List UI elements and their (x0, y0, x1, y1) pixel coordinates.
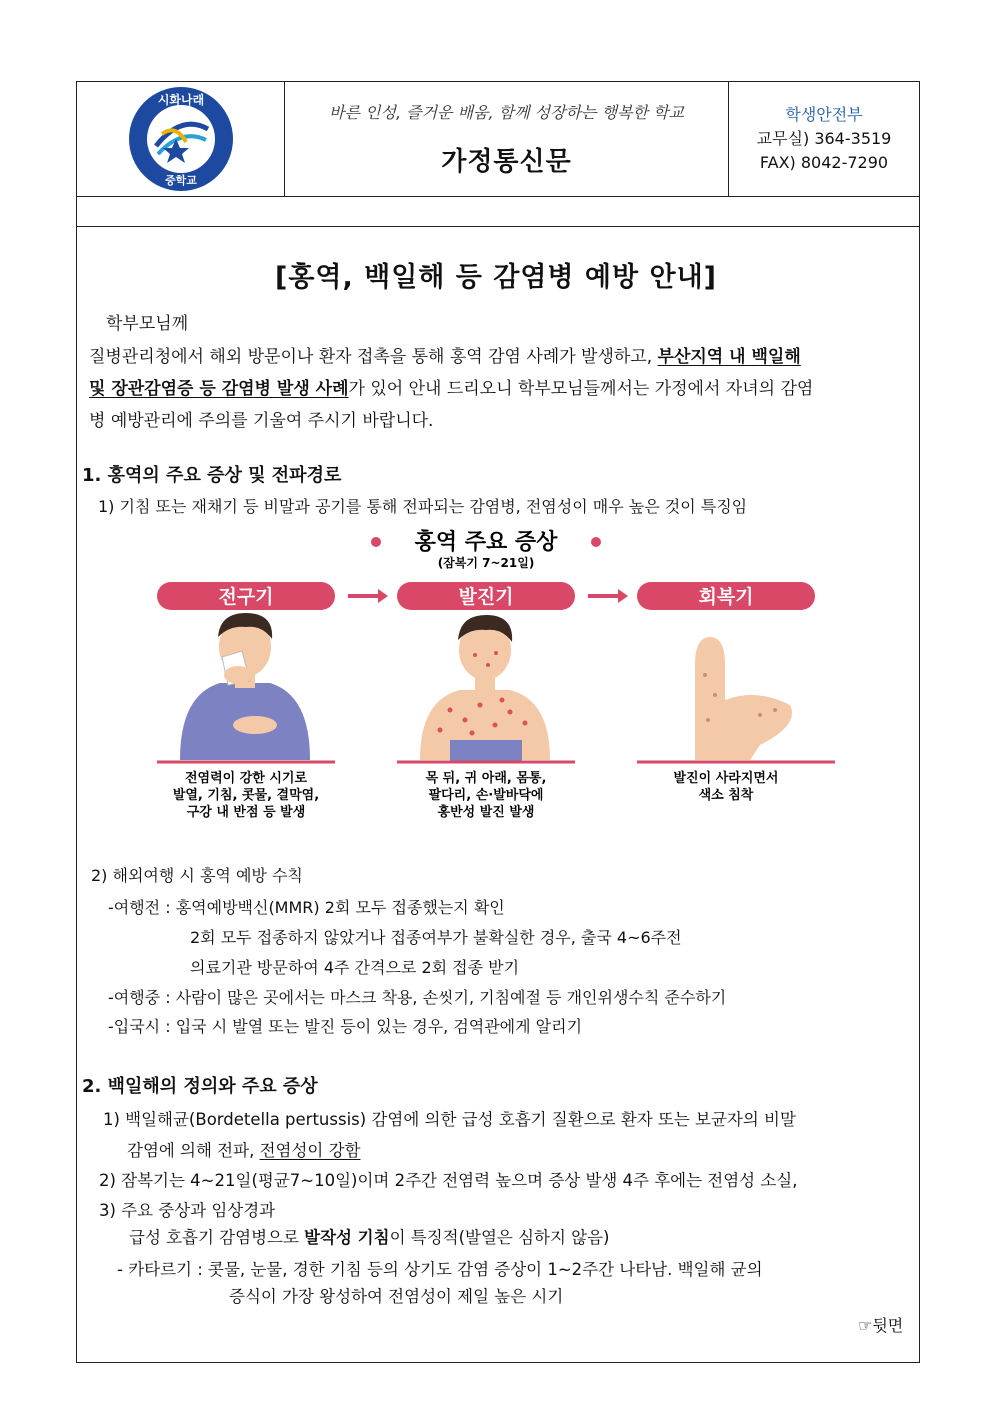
prodrome-illustration (180, 613, 310, 760)
logo-text-bottom: 중학교 (164, 174, 197, 187)
before-travel-3: 의료기관 방문하여 4주 간격으로 2회 접종 받기 (190, 958, 520, 977)
on-entry: -입국시 : 입국 시 발열 또는 발진 등이 있는 경우, 검역관에게 알리기 (108, 1017, 583, 1036)
school-logo (126, 84, 236, 194)
section1-item1: 1) 기침 또는 재채기 등 비말과 공기를 통해 전파되는 감염병, 전염성이 매우 높은 것이 특징임 (98, 497, 748, 516)
intro-line-2: 및 장관감염증 등 감염병 발생 사례가 있어 안내 드리오니 학부모님들께서는 가정에서 자녀의 감염 (89, 379, 814, 399)
stage-label-1: 전구기 (218, 586, 274, 608)
infographic-title: 홍역 주요 증상 (414, 530, 558, 555)
catarrhal-stage-2: 증식이 가장 왕성하여 전염성이 제일 높은 시기 (229, 1287, 564, 1306)
section2-item3: 3) 주요 중상과 임상경과 (99, 1201, 276, 1220)
during-travel: -여행중 : 사람이 많은 곳에서는 마스크 착용, 손씻기, 기침예절 등 개인위생수칙 준수하기 (108, 988, 727, 1007)
greeting: 학부모님께 (106, 314, 189, 334)
before-travel-1: -여행전 : 홍역예방백신(MMR) 2회 모두 접종했는지 확인 (108, 898, 505, 917)
section1-heading: 1. 홍역의 주요 증상 및 전파경로 (82, 465, 342, 486)
contact-cell (729, 82, 919, 196)
rash-illustration (420, 615, 550, 762)
section2-item1a: 1) 백일해균(Bordetella pertussis) 감염에 의한 급성 호흡기 질환으로 환자 또는 보균자의 비말 (103, 1110, 796, 1129)
arrow-icon (348, 589, 388, 603)
stage1-caption-1: 전염력이 강한 시기로 (184, 771, 308, 786)
stage1-caption-2: 발열, 기침, 콧물, 결막염, (172, 788, 320, 803)
intro-line-1: 질병관리청에서 해외 방문이나 환자 접촉을 통해 홍역 감염 사례가 발생하고, 부산지역 내 백일해 (89, 347, 801, 367)
stage2-caption-3: 홍반성 발진 발생 (437, 805, 535, 820)
before-travel-2: 2회 모두 접종하지 않았거나 접종여부가 불확실한 경우, 출국 4~6주전 (190, 928, 682, 947)
stage-label-3: 회복기 (698, 586, 754, 608)
notice-title: [홍역, 백일해 등 감염병 예방 안내] (274, 262, 717, 293)
school-motto: 바른 인성, 즐거운 배움, 함께 성장하는 행복한 학교 (329, 103, 684, 122)
section2-item1b: 감염에 의해 전파, 전염성이 강함 (127, 1141, 361, 1160)
arrow-icon (588, 589, 628, 603)
section2-item3-desc: 급성 호흡기 감염병으로 발작성 기침이 특징적(발열은 심하지 않음) (129, 1228, 610, 1247)
section1-item2: 2) 해외여행 시 홍역 예방 수칙 (91, 866, 303, 885)
logo-cell (77, 82, 285, 196)
department: 학생안전부 (785, 105, 863, 124)
recovery-hands-illustration (695, 637, 792, 760)
logo-text-top: 시화나래 (157, 93, 204, 107)
phone: 교무실) 364-3519 (756, 129, 892, 148)
header-table (76, 81, 920, 197)
doc-title: 가정통신문 (441, 147, 572, 177)
stage-label-2: 발진기 (458, 586, 514, 608)
next-page-indicator: ☞뒷면 (858, 1316, 904, 1335)
section2-item2: 2) 잠복기는 4~21일(평균7~10일)이며 2주간 전염력 높으며 증상 발생 4주 후에는 전염성 소실, (99, 1171, 798, 1190)
stage2-caption-1: 목 뒤, 귀 아래, 몸통, (425, 771, 547, 786)
intro-line-3: 병 예방관리에 주의를 기울여 주시기 바랍니다. (89, 411, 434, 431)
measles-symptoms-infographic (150, 525, 850, 835)
section2-heading: 2. 백일해의 정의와 주요 증상 (82, 1076, 318, 1097)
stage3-caption-1: 발진이 사라지면서 (673, 771, 779, 786)
stage1-caption-3: 구강 내 반점 등 발생 (186, 805, 306, 820)
stage2-caption-2: 팔다리, 손·발바닥에 (428, 788, 544, 803)
header-spacer-row (76, 197, 920, 227)
catarrhal-stage-1: - 카타르기 : 콧물, 눈물, 경한 기침 등의 상기도 감염 증상이 1~2주간 나타남. 백일해 균의 (117, 1260, 763, 1279)
infographic-subtitle: (잠복기 7~21일) (437, 556, 535, 570)
motto-cell (285, 82, 729, 196)
fax: FAX) 8042-7290 (759, 153, 889, 172)
stage3-caption-2: 색소 침착 (698, 788, 754, 803)
